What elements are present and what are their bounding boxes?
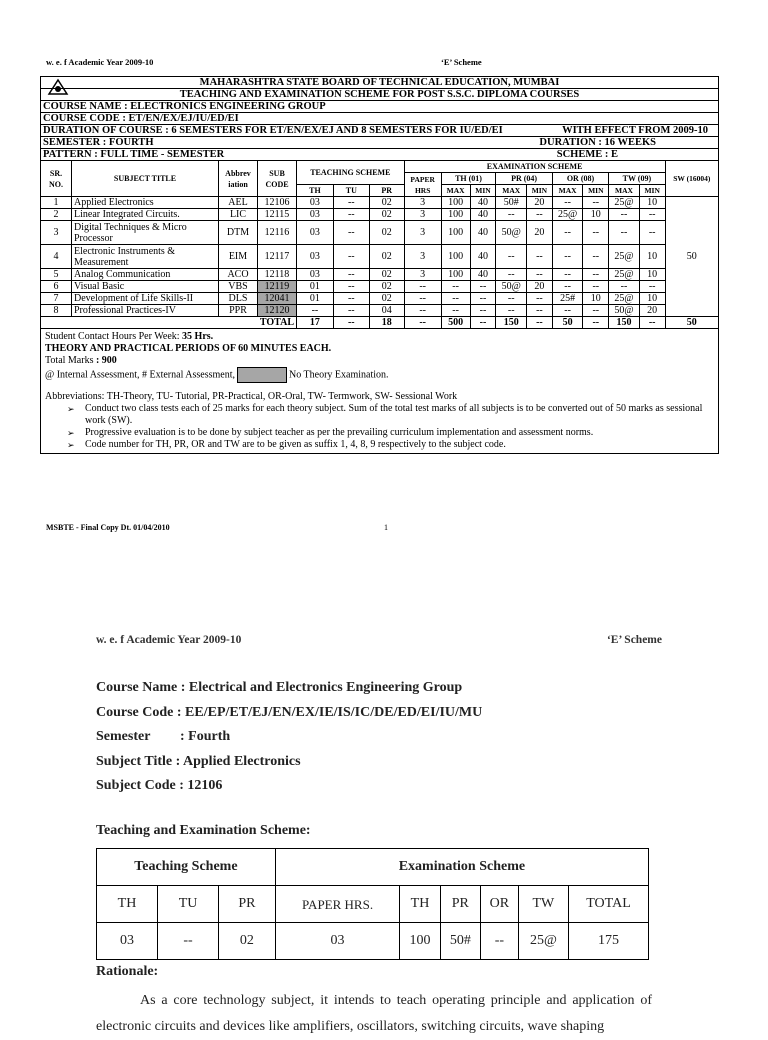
table-cell: 40 — [470, 209, 496, 221]
table-cell: 3 — [41, 221, 72, 245]
col-pr04: PR (04) — [496, 173, 552, 185]
table-cell: 3 — [404, 209, 441, 221]
table-cell: 7 — [41, 293, 72, 305]
table-cell: -- — [639, 281, 665, 293]
table-cell: 12116 — [258, 221, 297, 245]
table-cell: 10 — [639, 245, 665, 269]
table-cell: -- — [404, 293, 441, 305]
table-cell: -- — [552, 221, 583, 245]
table-cell: 20 — [527, 221, 553, 245]
table-cell: 12106 — [258, 197, 297, 209]
table-row — [41, 221, 719, 245]
ts-header-cell: PAPER HRS. — [275, 886, 400, 923]
table-cell: 25@ — [609, 293, 640, 305]
table-row — [41, 245, 719, 269]
table-cell: DTM — [219, 221, 258, 245]
table-cell: 02 — [369, 197, 404, 209]
table-cell: -- — [441, 281, 470, 293]
page2-header — [96, 634, 662, 646]
col-min: MIN — [470, 185, 496, 197]
table-cell: -- — [583, 221, 609, 245]
col-paper: PAPER HRS — [404, 173, 441, 197]
page1-header — [46, 57, 708, 67]
course-duration: DURATION OF COURSE : 6 SEMESTERS FOR ET/EN/EX/EJ AND 8 SEMESTERS FOR IU/ED/EI WITH EFFECT FROM 2009-10 — [41, 125, 719, 137]
semester-line: Semester : Fourth — [96, 729, 231, 744]
scheme-table — [40, 76, 719, 329]
subject-info — [96, 676, 482, 799]
total-cell: -- — [527, 317, 553, 329]
academic-year: w. e. f Academic Year 2009-10 — [46, 57, 154, 67]
page-number: 1 — [384, 523, 388, 532]
table-cell: -- — [333, 305, 369, 317]
table-cell: 50@ — [609, 305, 640, 317]
table-cell: Professional Practices-IV — [72, 305, 219, 317]
table-cell: 100 — [441, 209, 470, 221]
col-sub-code: SUB CODE — [258, 161, 297, 197]
total-label: TOTAL — [41, 317, 297, 329]
notes-box — [40, 329, 719, 454]
table-cell: -- — [583, 305, 609, 317]
table-cell: 12120 — [258, 305, 297, 317]
col-teaching: TEACHING SCHEME — [297, 161, 405, 185]
total-cell: 17 — [297, 317, 334, 329]
table-cell: Analog Communication — [72, 269, 219, 281]
ts-value-cell: 100 — [400, 923, 440, 960]
table-cell: 20 — [527, 281, 553, 293]
table-cell: EIM — [219, 245, 258, 269]
total-marks: Total Marks : 900 — [45, 355, 117, 366]
col-pr: PR — [369, 185, 404, 197]
col-or08: OR (08) — [552, 173, 608, 185]
table-cell: -- — [552, 197, 583, 209]
table-cell: 10 — [639, 269, 665, 281]
table-cell: -- — [404, 281, 441, 293]
table-cell: 12115 — [258, 209, 297, 221]
table-cell: 02 — [369, 221, 404, 245]
table-cell: 100 — [441, 221, 470, 245]
table-cell: 10 — [639, 293, 665, 305]
table-cell: 12117 — [258, 245, 297, 269]
table-cell: LIC — [219, 209, 258, 221]
col-tu: TU — [333, 185, 369, 197]
list-item: ➢ Progressive evaluation is to be done by subject teacher as per the prevailing curriculum implementation and assessment norms. — [75, 427, 714, 439]
col-sw: SW (16004) — [665, 161, 718, 197]
ts-value-cell: 50# — [440, 923, 480, 960]
table-cell: 02 — [369, 245, 404, 269]
table-cell: 10 — [583, 293, 609, 305]
table-cell: -- — [609, 209, 640, 221]
table-cell: 20 — [527, 197, 553, 209]
table-cell: -- — [552, 281, 583, 293]
table-cell: 03 — [297, 209, 334, 221]
table-cell: 25@ — [609, 245, 640, 269]
ts-header-cell: TOTAL — [569, 886, 649, 923]
page1-footer: MSBTE - Final Copy Dt. 01/04/2010 1 — [46, 523, 388, 532]
table-cell: 01 — [297, 293, 334, 305]
gray-legend-box — [237, 367, 287, 383]
col-min: MIN — [527, 185, 553, 197]
table-cell: -- — [609, 221, 640, 245]
total-cell: 50 — [552, 317, 583, 329]
abbreviations: Abbreviations: TH-Theory, TU- Tutorial, PR-Practical, OR-Oral, TW- Termwork, SW- Sessional Work — [45, 391, 458, 402]
table-cell: -- — [496, 269, 527, 281]
table-cell: 5 — [41, 269, 72, 281]
table-cell: 50@ — [496, 221, 527, 245]
table-cell: 3 — [404, 269, 441, 281]
table-cell: -- — [470, 281, 496, 293]
rationale-heading: Rationale: — [96, 964, 159, 979]
col-abbrev: Abbrev iation — [219, 161, 258, 197]
table-cell: 6 — [41, 281, 72, 293]
rationale-text: As a core technology subject, it intends to teach operating principle and application of electronic circuits and devices like amplifiers, oscillators, switching circuits, wave shaping — [96, 993, 652, 1034]
ts-header-cell: TU — [158, 886, 219, 923]
assessment-legend: @ Internal Assessment, # External Assessment, No Theory Examination. — [45, 367, 714, 383]
table-cell: 50@ — [496, 281, 527, 293]
table-cell: -- — [583, 269, 609, 281]
table-cell: -- — [609, 281, 640, 293]
table-cell: Digital Techniques & Micro Processor — [72, 221, 219, 245]
col-max: MAX — [496, 185, 527, 197]
table-cell: 4 — [41, 245, 72, 269]
table-cell: 40 — [470, 221, 496, 245]
ts-teaching-header: Teaching Scheme — [97, 849, 276, 886]
table-cell: -- — [496, 209, 527, 221]
col-exam: EXAMINATION SCHEME — [404, 161, 665, 173]
table-row — [41, 293, 719, 305]
total-cell: 500 — [441, 317, 470, 329]
table-cell: -- — [333, 293, 369, 305]
table-cell: Electronic Instruments & Measurement — [72, 245, 219, 269]
ts-value-cell: 03 — [97, 923, 158, 960]
ts-value-cell: -- — [481, 923, 519, 960]
col-min: MIN — [583, 185, 609, 197]
table-cell: -- — [496, 305, 527, 317]
table-cell: 3 — [404, 245, 441, 269]
table-cell: 01 — [297, 281, 334, 293]
col-max: MAX — [609, 185, 640, 197]
table-cell: 20 — [639, 305, 665, 317]
scheme-label: ‘E’ Scheme — [441, 57, 482, 67]
table-cell: 10 — [583, 209, 609, 221]
table-cell: Applied Electronics — [72, 197, 219, 209]
ts-value-cell: 02 — [219, 923, 276, 960]
total-cell: 150 — [496, 317, 527, 329]
sw-cell: 50 — [665, 197, 718, 317]
ts-header-cell: PR — [219, 886, 276, 923]
table-row — [41, 281, 719, 293]
table-cell: 04 — [369, 305, 404, 317]
scheme-title: TEACHING AND EXAMINATION SCHEME FOR POST S.S.C. DIPLOMA COURSES — [41, 89, 719, 101]
col-min: MIN — [639, 185, 665, 197]
tes-heading: Teaching and Examination Scheme: — [96, 823, 311, 838]
col-subject: SUBJECT TITLE — [72, 161, 219, 197]
course-code-line: Course Code : EE/EP/ET/EJ/EN/EX/IE/IS/IC/DE/ED/EI/IU/MU — [96, 704, 483, 720]
table-cell: 2 — [41, 209, 72, 221]
table-cell: 25@ — [609, 269, 640, 281]
table-cell: 100 — [441, 269, 470, 281]
table-cell: AEL — [219, 197, 258, 209]
table-cell: DLS — [219, 293, 258, 305]
total-cell: 150 — [609, 317, 640, 329]
contact-hours: Student Contact Hours Per Week: 35 Hrs. — [45, 331, 214, 342]
msbte-logo-icon — [47, 78, 69, 99]
table-cell: 3 — [404, 221, 441, 245]
course-code: COURSE CODE : ET/EN/EX/EJ/IU/ED/EI — [41, 113, 719, 125]
table-cell: 02 — [369, 281, 404, 293]
table-cell: 40 — [470, 197, 496, 209]
col-max: MAX — [552, 185, 583, 197]
table-row — [41, 305, 719, 317]
table-cell: 10 — [639, 197, 665, 209]
subject-title-line: Subject Title : Applied Electronics — [96, 753, 301, 769]
table-cell: Linear Integrated Circuits. — [72, 209, 219, 221]
table-cell: -- — [527, 305, 553, 317]
total-cell: 50 — [665, 317, 718, 329]
table-cell: 25# — [552, 293, 583, 305]
semester-row: SEMESTER : FOURTH DURATION : 16 WEEKS — [41, 137, 719, 149]
ts-value-cell: -- — [158, 923, 219, 960]
total-row — [41, 317, 719, 329]
table-cell: 8 — [41, 305, 72, 317]
table-row — [41, 197, 719, 209]
col-th01: TH (01) — [441, 173, 496, 185]
ts-exam-header: Examination Scheme — [275, 849, 648, 886]
table-cell: -- — [496, 245, 527, 269]
table-cell: -- — [639, 209, 665, 221]
table-cell: -- — [527, 209, 553, 221]
ts-header-cell: TW — [518, 886, 568, 923]
subject-code-line: Subject Code : 12106 — [96, 778, 223, 793]
table-cell: -- — [441, 305, 470, 317]
scheme-label: ‘E’ Scheme — [606, 634, 662, 646]
ts-header-cell: TH — [97, 886, 158, 923]
table-cell: -- — [527, 293, 553, 305]
table-cell: 12118 — [258, 269, 297, 281]
table-cell: 03 — [297, 245, 334, 269]
table-cell: -- — [297, 305, 334, 317]
table-cell: 100 — [441, 197, 470, 209]
table-cell: 25@ — [609, 197, 640, 209]
table-cell: 40 — [470, 245, 496, 269]
table-cell: Development of Life Skills-II — [72, 293, 219, 305]
table-cell: -- — [333, 221, 369, 245]
list-item: ➢ Conduct two class tests each of 25 marks for each theory subject. Sum of the total test marks of all subjects is to be converted out of 50 marks as sessional work (SW). — [75, 403, 714, 427]
table-cell: 03 — [297, 197, 334, 209]
course-name: COURSE NAME : ELECTRONICS ENGINEERING GROUP — [41, 101, 719, 113]
col-sr: SR. NO. — [41, 161, 72, 197]
ts-value-cell: 03 — [275, 923, 400, 960]
table-cell: -- — [527, 245, 553, 269]
table-cell: -- — [333, 245, 369, 269]
table-cell: 40 — [470, 269, 496, 281]
table-cell: 100 — [441, 245, 470, 269]
table-cell: 12119 — [258, 281, 297, 293]
table-cell: -- — [333, 197, 369, 209]
table-cell: -- — [552, 305, 583, 317]
subject-scheme-table — [96, 848, 649, 960]
col-th: TH — [297, 185, 334, 197]
table-cell: -- — [583, 245, 609, 269]
table-cell: 03 — [297, 269, 334, 281]
table-cell: 03 — [297, 221, 334, 245]
table-cell: 1 — [41, 197, 72, 209]
table-cell: -- — [333, 269, 369, 281]
ts-header-cell: TH — [400, 886, 440, 923]
table-cell: -- — [583, 197, 609, 209]
table-cell: 02 — [369, 209, 404, 221]
table-cell: -- — [496, 293, 527, 305]
ts-value-cell: 175 — [569, 923, 649, 960]
board-title: MAHARASHTRA STATE BOARD OF TECHNICAL EDUCATION, MUMBAI — [41, 77, 719, 89]
pattern-row: PATTERN : FULL TIME - SEMESTER SCHEME : E — [41, 149, 719, 161]
table-row — [41, 209, 719, 221]
course-name-line: Course Name : Electrical and Electronics Engineering Group — [96, 680, 463, 695]
total-cell: -- — [583, 317, 609, 329]
table-cell: Visual Basic — [72, 281, 219, 293]
table-cell: -- — [470, 305, 496, 317]
table-cell: -- — [333, 281, 369, 293]
table-cell: 02 — [369, 293, 404, 305]
table-cell: -- — [470, 293, 496, 305]
ts-value-cell: 25@ — [518, 923, 568, 960]
col-max: MAX — [441, 185, 470, 197]
table-cell: 02 — [369, 269, 404, 281]
table-cell: -- — [404, 305, 441, 317]
table-cell: -- — [583, 281, 609, 293]
table-cell: VBS — [219, 281, 258, 293]
ts-header-cell: OR — [481, 886, 519, 923]
total-cell: -- — [470, 317, 496, 329]
total-cell: 18 — [369, 317, 404, 329]
table-cell: 25@ — [552, 209, 583, 221]
ts-header-cell: PR — [440, 886, 480, 923]
notes-list — [45, 403, 714, 451]
academic-year: w. e. f Academic Year 2009-10 — [96, 634, 242, 646]
total-cell: -- — [639, 317, 665, 329]
total-cell: -- — [333, 317, 369, 329]
table-cell: -- — [639, 221, 665, 245]
table-cell: -- — [552, 269, 583, 281]
col-tw09: TW (09) — [609, 173, 665, 185]
table-cell: -- — [552, 245, 583, 269]
table-cell: 12041 — [258, 293, 297, 305]
table-cell: -- — [441, 293, 470, 305]
table-row — [41, 269, 719, 281]
table-cell: ACO — [219, 269, 258, 281]
total-cell: -- — [404, 317, 441, 329]
table-cell: 50# — [496, 197, 527, 209]
table-cell: -- — [527, 269, 553, 281]
table-cell: 3 — [404, 197, 441, 209]
table-cell: PPR — [219, 305, 258, 317]
table-cell: -- — [333, 209, 369, 221]
list-item: ➢ Code number for TH, PR, OR and TW are to be given as suffix 1, 4, 8, 9 respectively to the subject code. — [75, 439, 714, 451]
periods-note: THEORY AND PRACTICAL PERIODS OF 60 MINUTES EACH. — [45, 343, 332, 354]
